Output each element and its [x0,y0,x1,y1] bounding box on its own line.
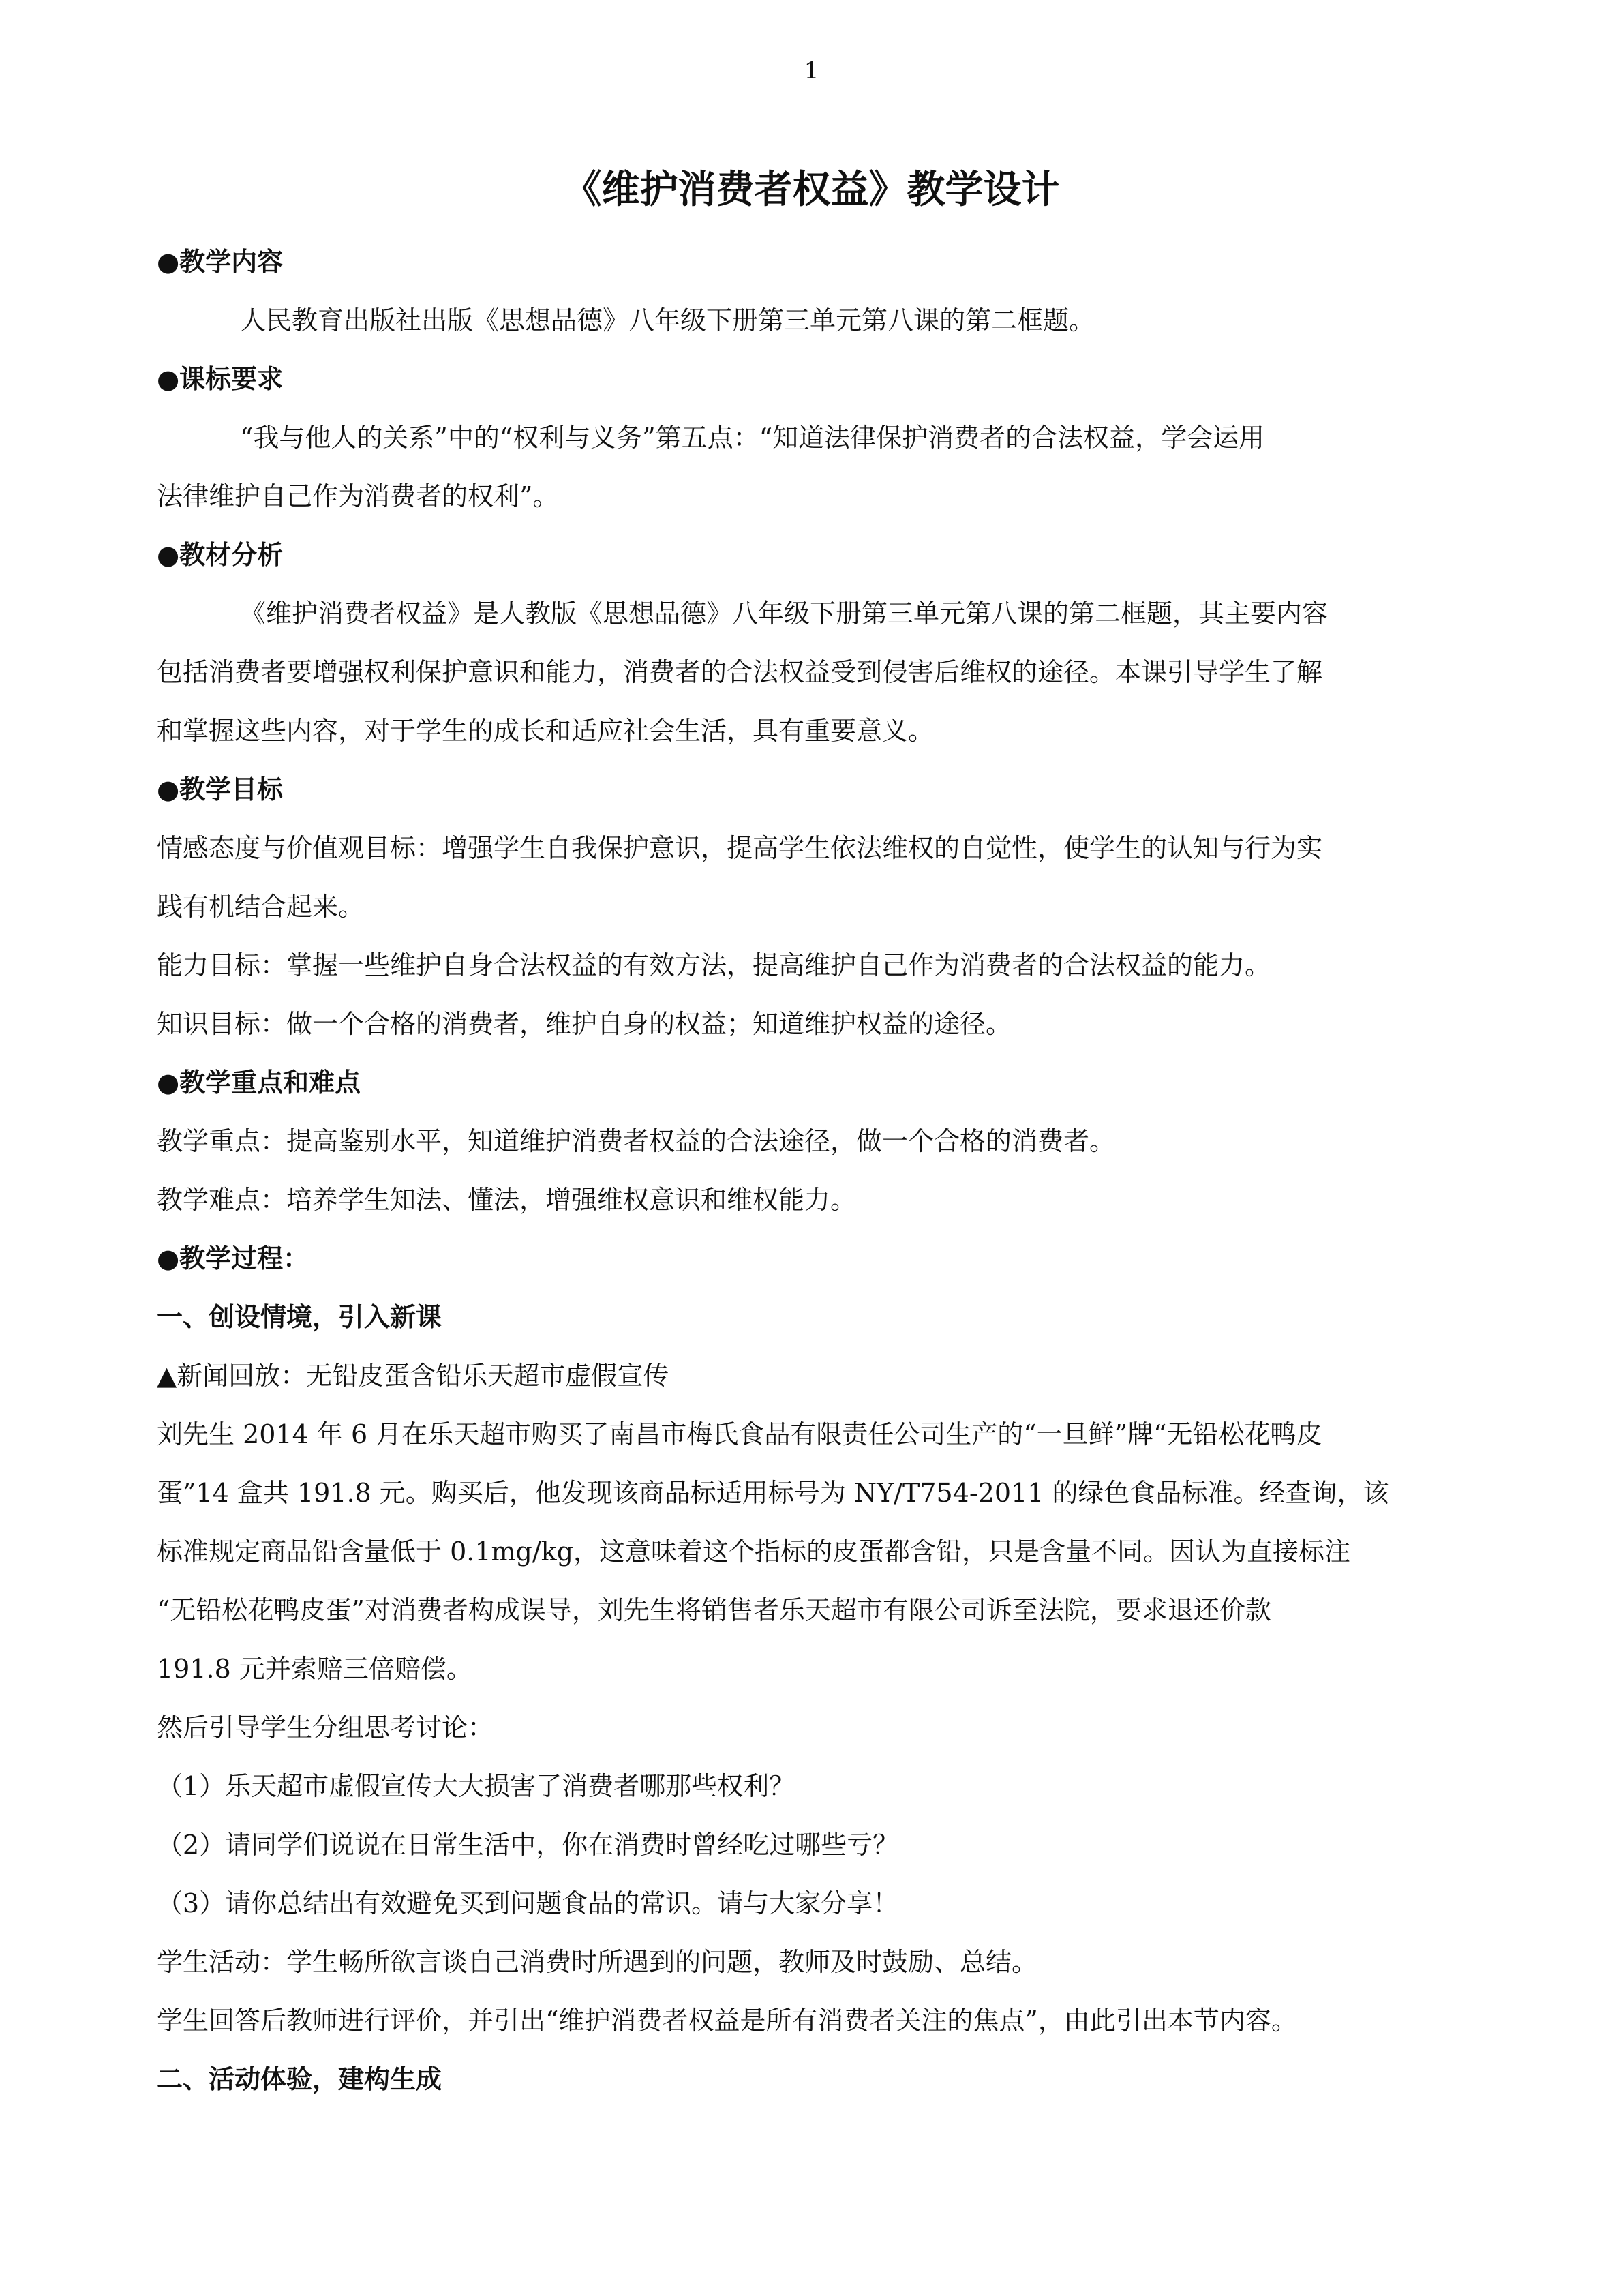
section-heading-material: ●教材分析 [157,540,284,570]
paragraph-line: “无铅松花鸭皮蛋”对消费者构成误导，刘先生将销售者乐天超市有限公司诉至法院，要求退还价款 [157,1595,1271,1625]
subsection-heading-activity: 二、活动体验，建构生成 [157,2064,442,2094]
paragraph-line: “我与他人的关系”中的“权利与义务”第五点：“知道法律保护消费者的合法权益，学会运用 [240,423,1265,453]
paragraph-line: 践有机结合起来。 [157,892,365,922]
paragraph-line: 教学难点：培养学生知法、懂法，增强维权意识和维权能力。 [157,1185,857,1215]
question-line: （1）乐天超市虚假宣传大大损害了消费者哪那些权利？ [157,1771,795,1801]
paragraph-line: 然后引导学生分组思考讨论： [157,1712,494,1742]
paragraph-line: 蛋”14 盒共 191.8 元。购买后，他发现该商品标适用标号为 NY/T754-2011 的绿色食品标准。经查询，该 [157,1478,1389,1508]
section-heading-objectives: ●教学目标 [157,774,284,804]
section-heading-standards: ●课标要求 [157,364,284,394]
section-heading-content: ●教学内容 [157,247,284,277]
paragraph-line: 教学重点：提高鉴别水平，知道维护消费者权益的合法途径，做一个合格的消费者。 [157,1126,1116,1156]
paragraph-line: 标准规定商品铅含量低于 0.1mg/kg，这意味着这个指标的皮蛋都含铅，只是含量不同。因认为直接标注 [157,1537,1351,1567]
paragraph-line: 包括消费者要增强权利保护意识和能力，消费者的合法权益受到侵害后维权的途径。本课引导学生了解 [157,657,1323,687]
subsection-heading-intro: 一、创设情境，引入新课 [157,1302,442,1332]
paragraph-line: ▲新闻回放：无铅皮蛋含铅乐天超市虚假宣传 [157,1361,669,1391]
paragraph-line: 知识目标：做一个合格的消费者，维护自身的权益；知道维护权益的途径。 [157,1009,1012,1039]
document-title: 《维护消费者权益》教学设计 [563,168,1060,212]
paragraph-line: 191.8 元并索赔三倍赔偿。 [157,1654,472,1684]
question-line: （3）请你总结出有效避免买到问题食品的常识。请与大家分享！ [157,1888,899,1918]
section-heading-key-points: ●教学重点和难点 [157,1068,361,1098]
paragraph-line: 能力目标：掌握一些维护自身合法权益的有效方法，提高维护自己作为消费者的合法权益的能力。 [157,950,1271,980]
paragraph-line: 刘先生 2014 年 6 月在乐天超市购买了南昌市梅氏食品有限责任公司生产的“一旦鲜”牌“无铅松花鸭皮 [157,1419,1322,1449]
paragraph-line: 法律维护自己作为消费者的权利”。 [157,481,559,511]
paragraph-line: 人民教育出版社出版《思想品德》八年级下册第三单元第八课的第二框题。 [240,305,1095,335]
question-line: （2）请同学们说说在日常生活中，你在消费时曾经吃过哪些亏？ [157,1830,899,1860]
paragraph-line: 情感态度与价值观目标：增强学生自我保护意识，提高学生依法维权的自觉性，使学生的认知与行为实 [157,833,1323,863]
paragraph-line: 和掌握这些内容，对于学生的成长和适应社会生活，具有重要意义。 [157,716,935,746]
page-number: 1 [804,57,819,85]
paragraph-line: 学生活动：学生畅所欲言谈自己消费时所遇到的问题，教师及时鼓励、总结。 [157,1947,1038,1977]
paragraph-line: 学生回答后教师进行评价，并引出“维护消费者权益是所有消费者关注的焦点”，由此引出本节内容。 [157,2006,1297,2036]
paragraph-line: 《维护消费者权益》是人教版《思想品德》八年级下册第三单元第八课的第二框题，其主要内容 [240,599,1329,629]
section-heading-process: ●教学过程： [157,1243,309,1273]
